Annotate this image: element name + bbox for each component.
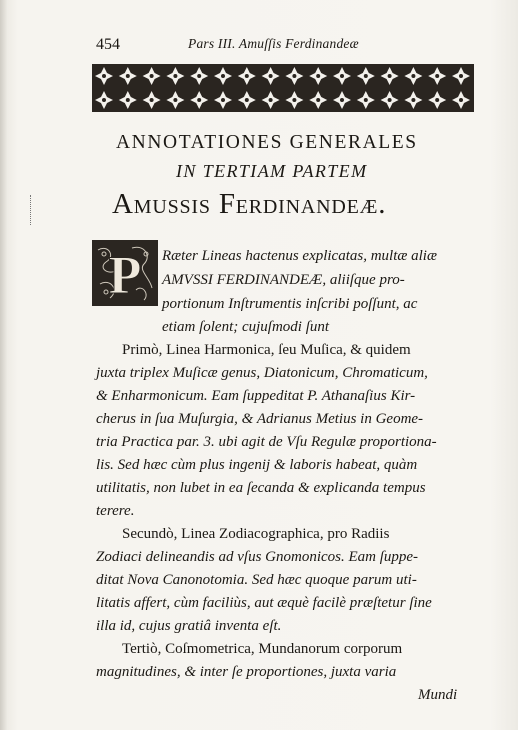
ornament-dot bbox=[269, 98, 273, 102]
ornament-dot bbox=[435, 74, 439, 78]
margin-mark bbox=[30, 195, 35, 225]
ornament-dot bbox=[340, 98, 344, 102]
body-line: & Enharmonicum. Eam ſuppeditat P. Athanaſius Kir- bbox=[96, 388, 416, 404]
ornament-dot bbox=[388, 74, 392, 78]
ornament-dot bbox=[340, 74, 344, 78]
svg-text:P: P bbox=[108, 245, 142, 305]
ornament-dot bbox=[364, 98, 368, 102]
ornament-dot bbox=[102, 98, 106, 102]
ornament-dot bbox=[150, 74, 154, 78]
body-line: AMVSSI FERDINANDEÆ, aliiſque pro- bbox=[162, 272, 405, 288]
body-line: Tertiò, Coſmometrica, Mundanorum corporum bbox=[122, 641, 403, 657]
body-line: Secundò, Linea Zodiacographica, pro Radiis bbox=[122, 526, 390, 542]
ornament-dot bbox=[269, 74, 273, 78]
body-line: Primò, Linea Harmonica, ſeu Muſica, & quidem bbox=[122, 342, 411, 358]
body-line: etiam ſolent; cujuſmodi ſunt bbox=[162, 319, 330, 335]
ornament-dot bbox=[411, 74, 415, 78]
ornament-dot bbox=[221, 98, 225, 102]
ornament-dot bbox=[388, 98, 392, 102]
body-line: terere. bbox=[96, 503, 135, 519]
body-line: litatis affert, cùm faciliùs, aut æquè facilè præſtetur ſine bbox=[96, 595, 432, 611]
spine-shadow bbox=[0, 0, 8, 730]
body-line: tria Practica par. 3. ubi agit de Vſu Regulæ proportiona- bbox=[96, 434, 437, 450]
body-line: Rӕter Lineas hactenus explicatas, multæ aliæ bbox=[162, 248, 437, 264]
page-header bbox=[96, 36, 476, 54]
ornament-dot bbox=[245, 74, 249, 78]
ornament-dot bbox=[221, 74, 225, 78]
body-line: Mundi bbox=[418, 687, 458, 703]
body-line: cherus in ſua Muſurgia, & Adrianus Metius in Geome- bbox=[96, 411, 424, 427]
ornament-dot bbox=[173, 74, 177, 78]
section-title-line2: IN TERTIAM PARTEM bbox=[176, 161, 368, 181]
section-title-line3: Amussis Ferdinandeæ. bbox=[112, 188, 387, 220]
body-line: lis. Sed hæc cùm plus ingenij & laboris habeat, quàm bbox=[96, 457, 418, 473]
ornament-dot bbox=[411, 98, 415, 102]
running-title: Pars III. Amuſſis Ferdinandeæ bbox=[188, 36, 359, 51]
body-line: juxta triplex Muſicæ genus, Diatonicum, Chromaticum, bbox=[96, 365, 428, 381]
ornament-dot bbox=[364, 74, 368, 78]
ornament-dot bbox=[316, 74, 320, 78]
body-line: Zodiaci delineandis ad vſus Gnomonicos. Eam ſuppe- bbox=[96, 549, 419, 565]
ornament-dot bbox=[102, 74, 106, 78]
ornament-dot bbox=[126, 98, 130, 102]
body-line: portionum Inſtrumentis inſcribi poſſunt, ac bbox=[162, 296, 418, 312]
ornament-dot bbox=[173, 98, 177, 102]
ornament-dot bbox=[316, 98, 320, 102]
body-line: ditat Nova Canonotomia. Sed hæc quoque parum uti- bbox=[96, 572, 417, 588]
body-line: utilitatis, non lubet in ea ſecanda & explicanda tempus bbox=[96, 480, 426, 496]
page-number: 454 bbox=[96, 36, 120, 53]
ornament-dot bbox=[435, 98, 439, 102]
ornament-dot bbox=[126, 74, 130, 78]
decorated-initial bbox=[92, 240, 158, 306]
ornament-dot bbox=[197, 74, 201, 78]
ornament-dot bbox=[150, 98, 154, 102]
ornament-dot bbox=[245, 98, 249, 102]
body-line: illa id, cujus gratiâ inventa eſt. bbox=[96, 618, 282, 634]
ornament-dot bbox=[292, 98, 296, 102]
ornament-dot bbox=[459, 98, 463, 102]
ornament-dot bbox=[292, 74, 296, 78]
body-line: magnitudines, & inter ſe proportiones, juxta varia bbox=[96, 664, 397, 680]
ornament-dot bbox=[197, 98, 201, 102]
ornament-dot bbox=[459, 74, 463, 78]
section-title-line1: ANNOTATIONES GENERALES bbox=[116, 132, 418, 153]
ornamental-band bbox=[92, 64, 474, 112]
